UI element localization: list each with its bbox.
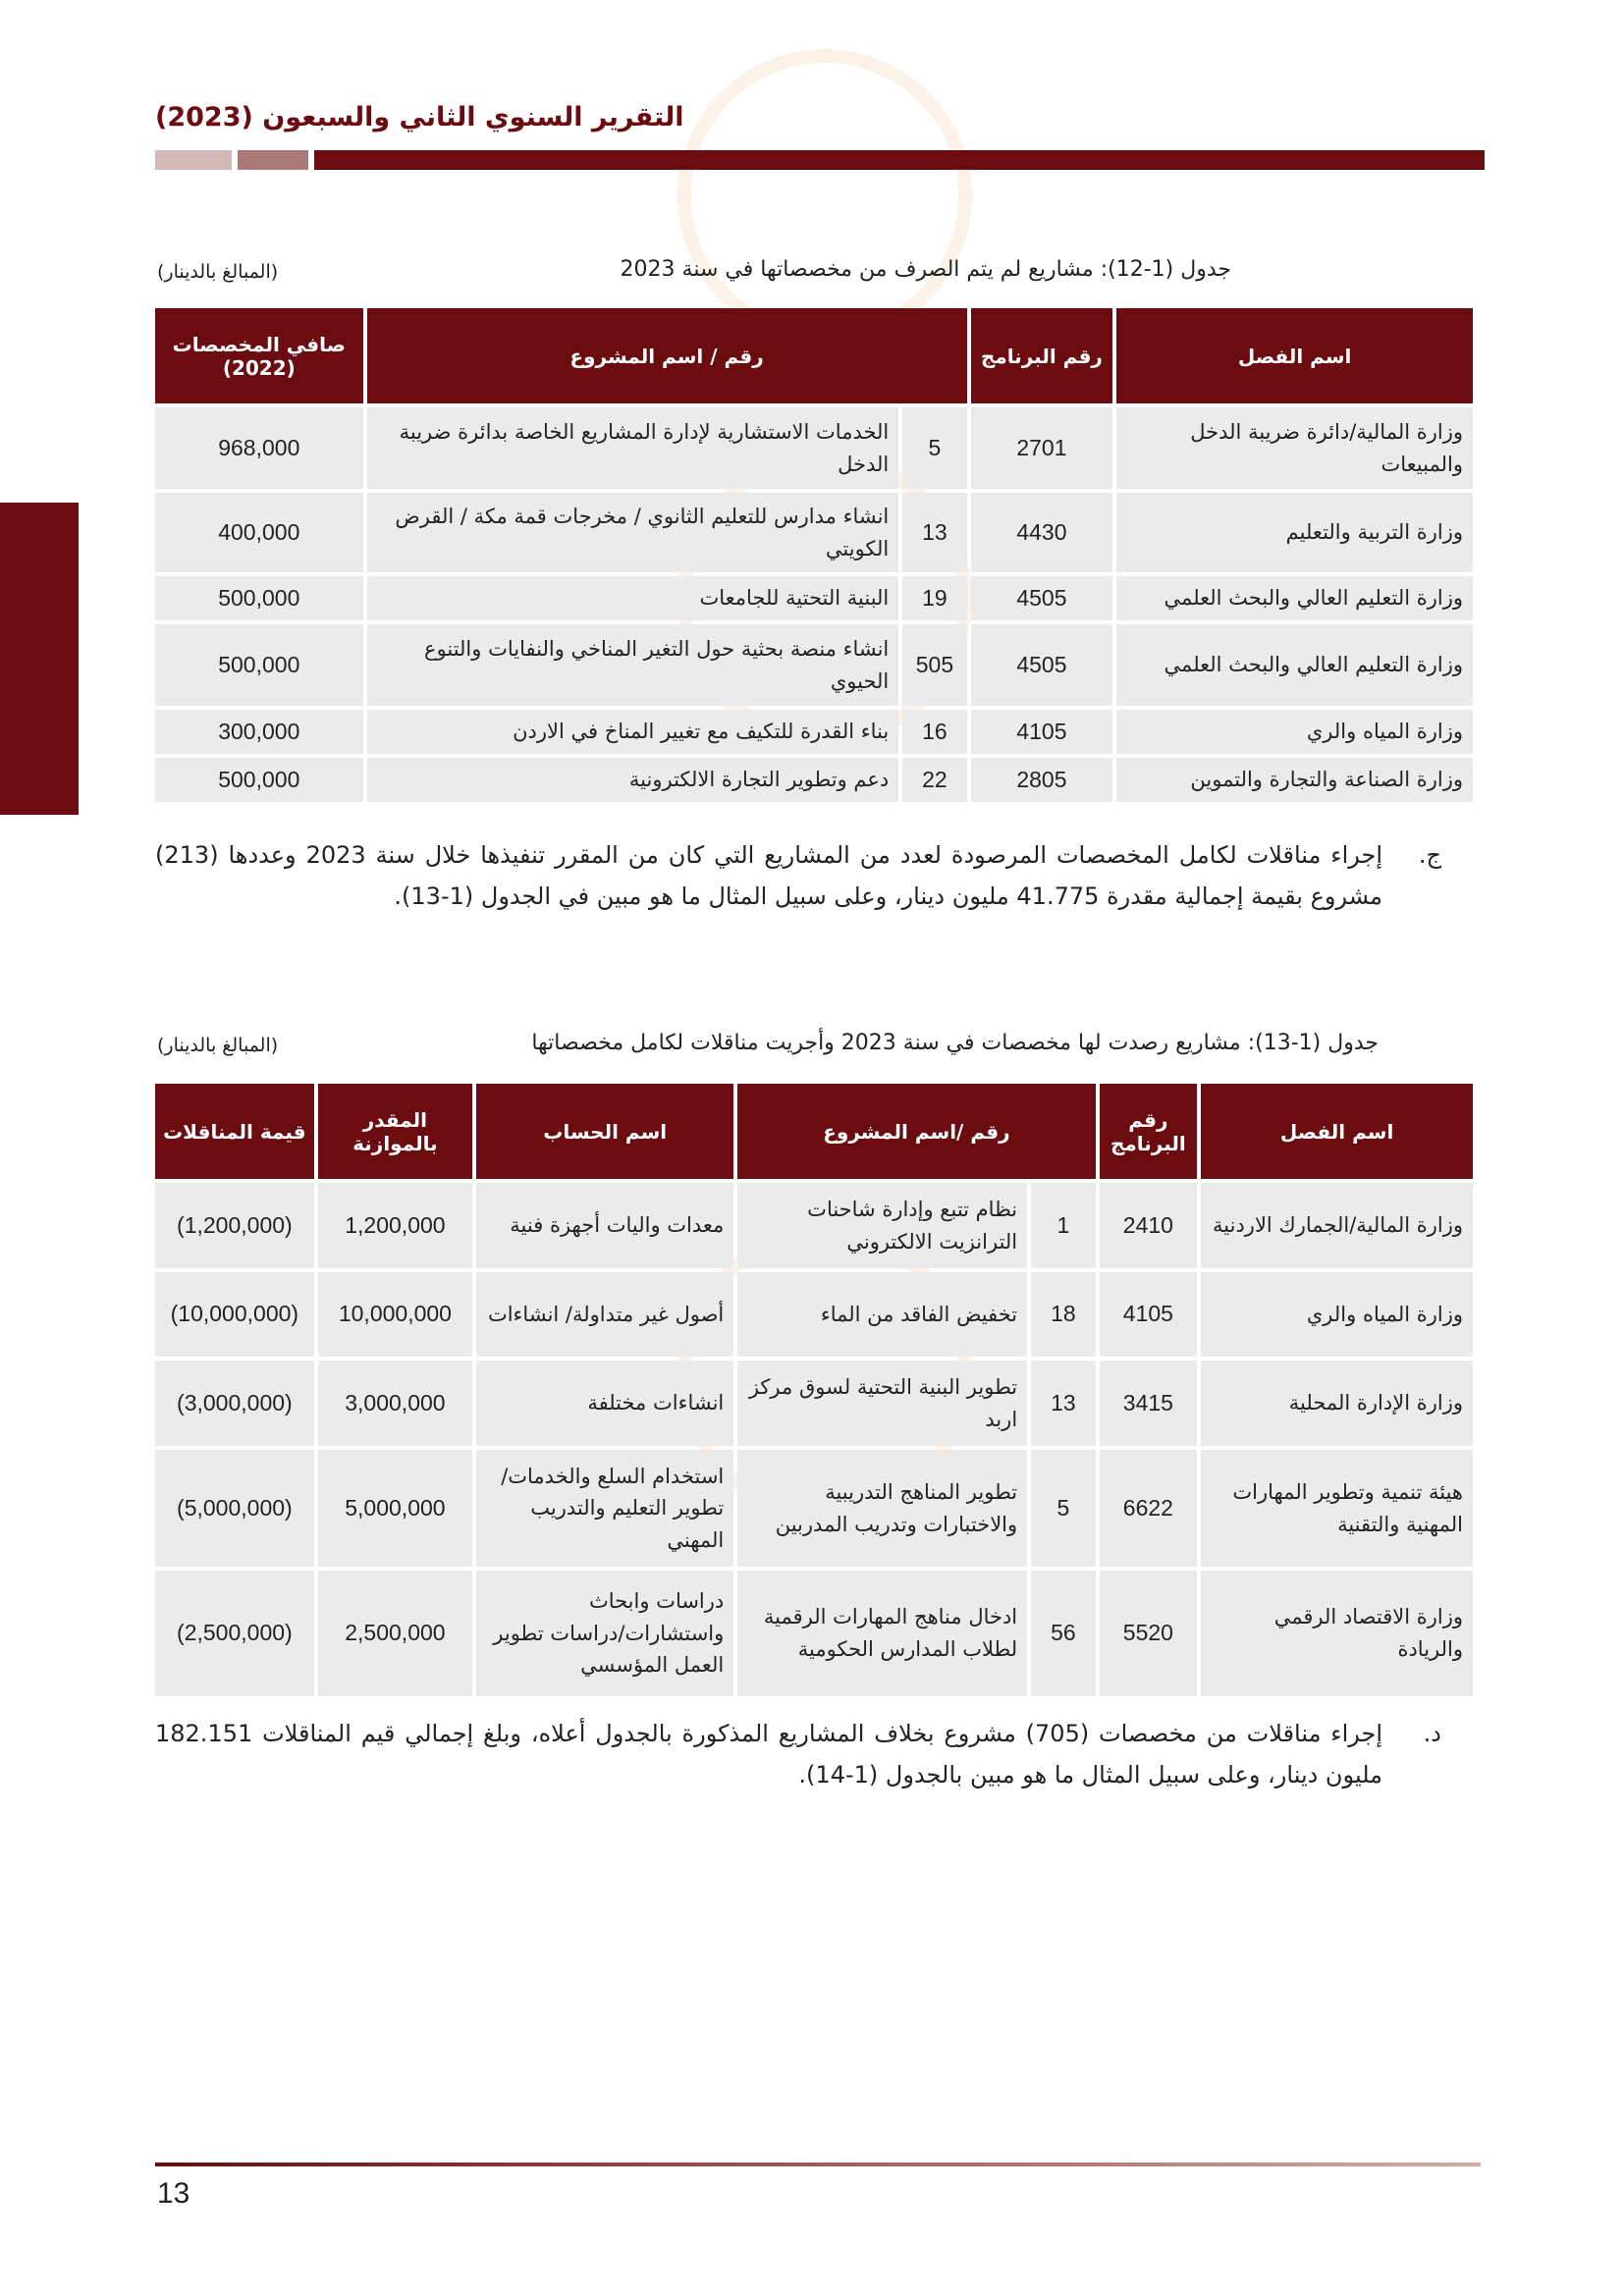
paragraph-j (155, 834, 1441, 917)
table-row (155, 1571, 1473, 1696)
table-row (155, 576, 1473, 620)
col-project: رقم /اسم المشروع (737, 1084, 1095, 1179)
project-number-cell: 1 (1031, 1183, 1095, 1268)
transfer-cell: (5,000,000) (155, 1450, 314, 1567)
table-row (155, 758, 1473, 802)
program-cell: 2701 (971, 407, 1113, 489)
table2-unit: (المبالغ بالدينار) (157, 1035, 279, 1056)
amount-cell: 500,000 (155, 576, 363, 620)
table-row (155, 1361, 1473, 1446)
table-transferred-projects (151, 1080, 1477, 1700)
chapter-cell: وزارة التعليم العالي والبحث العلمي (1116, 624, 1473, 706)
project-number-cell: 5 (902, 407, 966, 489)
project-name-cell: انشاء منصة بحثية حول التغير المناخي والنفايات والتنوع الحيوي (367, 624, 899, 706)
program-cell: 2805 (971, 758, 1113, 802)
col-chapter: اسم الفصل (1201, 1084, 1473, 1179)
table1-unit: (المبالغ بالدينار) (157, 261, 279, 283)
table-row (155, 407, 1473, 489)
header-bar-mid (238, 150, 308, 170)
amount-cell: 968,000 (155, 407, 363, 489)
amount-cell: 500,000 (155, 758, 363, 802)
project-number-cell: 13 (1031, 1361, 1095, 1446)
paragraph-d (155, 1713, 1441, 1795)
chapter-cell: وزارة المياه والري (1201, 1272, 1473, 1357)
paragraph-marker: د. (1423, 1720, 1441, 1747)
project-name-cell: البنية التحتية للجامعات (367, 576, 899, 620)
transfer-cell: (3,000,000) (155, 1361, 314, 1446)
chapter-cell: وزارة المالية/دائرة ضريبة الدخل والمبيعات (1116, 407, 1473, 489)
col-program: رقم البرنامج (971, 308, 1113, 403)
project-name-cell: انشاء مدارس للتعليم الثانوي / مخرجات قمة مكة / القرض الكويتي (367, 493, 899, 572)
report-title: التقرير السنوي الثاني والسبعون (2023) (155, 102, 684, 133)
chapter-cell: وزارة الإدارة المحلية (1201, 1361, 1473, 1446)
page-number: 13 (157, 2177, 190, 2210)
transfer-cell: (10,000,000) (155, 1272, 314, 1357)
table2-caption: جدول (1-13): مشاريع رصدت لها مخصصات في سنة 2023 وأجريت مناقلات لكامل مخصصاتها (531, 1031, 1379, 1055)
chapter-cell: وزارة المالية/الجمارك الاردنية (1201, 1183, 1473, 1268)
col-chapter: اسم الفصل (1116, 308, 1473, 403)
col-transfer: قيمة المناقلات (155, 1084, 314, 1179)
table-row (155, 493, 1473, 572)
table-row (155, 1450, 1473, 1567)
header-bar-light (155, 150, 232, 170)
chapter-cell: هيئة تنمية وتطوير المهارات المهنية والتقنية (1201, 1450, 1473, 1567)
col-project: رقم / اسم المشروع (367, 308, 967, 403)
program-cell: 5520 (1100, 1571, 1198, 1696)
table1-caption: جدول (1-12): مشاريع لم يتم الصرف من مخصصاتها في سنة 2023 (620, 257, 1231, 282)
project-name-cell: نظام تتبع وإدارة شاحنات الترانزيت الالكتروني (737, 1183, 1027, 1268)
paragraph-text: إجراء مناقلات لكامل المخصصات المرصودة لعدد من المشاريع التي كان من المقرر تنفيذها خلال سنة 2023 وعددها (213) مشروع بقيمة إجمالية مقدرة 41.775 مليون دينار، وعلى سبيل المثال ما هو مبين في الجدول (1-13). (155, 841, 1382, 910)
project-number-cell: 22 (902, 758, 966, 802)
budget-cell: 3,000,000 (318, 1361, 472, 1446)
chapter-cell: وزارة التعليم العالي والبحث العلمي (1116, 576, 1473, 620)
table-row (155, 624, 1473, 706)
program-cell: 2410 (1100, 1183, 1198, 1268)
account-cell: استخدام السلع والخدمات/تطوير التعليم والتدريب المهني (476, 1450, 733, 1567)
project-name-cell: بناء القدرة للتكيف مع تغيير المناخ في الاردن (367, 710, 899, 754)
table-row (155, 710, 1473, 754)
table-row (155, 1272, 1473, 1357)
program-cell: 4105 (971, 710, 1113, 754)
transfer-cell: (2,500,000) (155, 1571, 314, 1696)
project-number-cell: 16 (902, 710, 966, 754)
watermark-clock (677, 49, 972, 344)
program-cell: 3415 (1100, 1361, 1198, 1446)
program-cell: 6622 (1100, 1450, 1198, 1567)
budget-cell: 5,000,000 (318, 1450, 472, 1567)
project-number-cell: 5 (1031, 1450, 1095, 1567)
program-cell: 4105 (1100, 1272, 1198, 1357)
col-program: رقم البرنامج (1100, 1084, 1198, 1179)
chapter-cell: وزارة المياه والري (1116, 710, 1473, 754)
header-bar-main (314, 150, 1485, 170)
project-number-cell: 18 (1031, 1272, 1095, 1357)
project-name-cell: تطوير المناهج التدريبية والاختبارات وتدريب المدربين (737, 1450, 1027, 1567)
amount-cell: 300,000 (155, 710, 363, 754)
footer-line (155, 2163, 1481, 2166)
project-name-cell: دعم وتطوير التجارة الالكترونية (367, 758, 899, 802)
table-unspent-projects (151, 304, 1477, 806)
program-cell: 4430 (971, 493, 1113, 572)
account-cell: انشاءات مختلفة (476, 1361, 733, 1446)
paragraph-marker: ج. (1418, 841, 1441, 869)
table-row (155, 1183, 1473, 1268)
account-cell: أصول غير متداولة/ انشاءات (476, 1272, 733, 1357)
project-number-cell: 505 (902, 624, 966, 706)
col-net-allocation: صافي المخصصات (2022) (155, 308, 363, 403)
project-name-cell: تطوير البنية التحتية لسوق مركز اربد (737, 1361, 1027, 1446)
side-tab (0, 503, 79, 815)
chapter-cell: وزارة التربية والتعليم (1116, 493, 1473, 572)
project-number-cell: 56 (1031, 1571, 1095, 1696)
paragraph-text: إجراء مناقلات من مخصصات (705) مشروع بخلاف المشاريع المذكورة بالجدول أعلاه، وبلغ إجمالي قيم المناقلات 182.151 مليون دينار، وعلى سبيل المثال ما هو مبين بالجدول (1-14). (155, 1720, 1382, 1789)
budget-cell: 2,500,000 (318, 1571, 472, 1696)
project-number-cell: 13 (902, 493, 966, 572)
chapter-cell: وزارة الصناعة والتجارة والتموين (1116, 758, 1473, 802)
program-cell: 4505 (971, 624, 1113, 706)
account-cell: معدات واليات أجهزة فنية (476, 1183, 733, 1268)
project-name-cell: ادخال مناهج المهارات الرقمية لطلاب المدارس الحكومية (737, 1571, 1027, 1696)
project-number-cell: 19 (902, 576, 966, 620)
amount-cell: 500,000 (155, 624, 363, 706)
program-cell: 4505 (971, 576, 1113, 620)
col-account: اسم الحساب (476, 1084, 733, 1179)
transfer-cell: (1,200,000) (155, 1183, 314, 1268)
col-budget: المقدر بالموازنة (318, 1084, 472, 1179)
budget-cell: 1,200,000 (318, 1183, 472, 1268)
chapter-cell: وزارة الاقتصاد الرقمي والريادة (1201, 1571, 1473, 1696)
account-cell: دراسات وابحاث واستشارات/دراسات تطوير العمل المؤسسي (476, 1571, 733, 1696)
project-name-cell: الخدمات الاستشارية لإدارة المشاريع الخاصة بدائرة ضريبة الدخل (367, 407, 899, 489)
project-name-cell: تخفيض الفاقد من الماء (737, 1272, 1027, 1357)
budget-cell: 10,000,000 (318, 1272, 472, 1357)
amount-cell: 400,000 (155, 493, 363, 572)
